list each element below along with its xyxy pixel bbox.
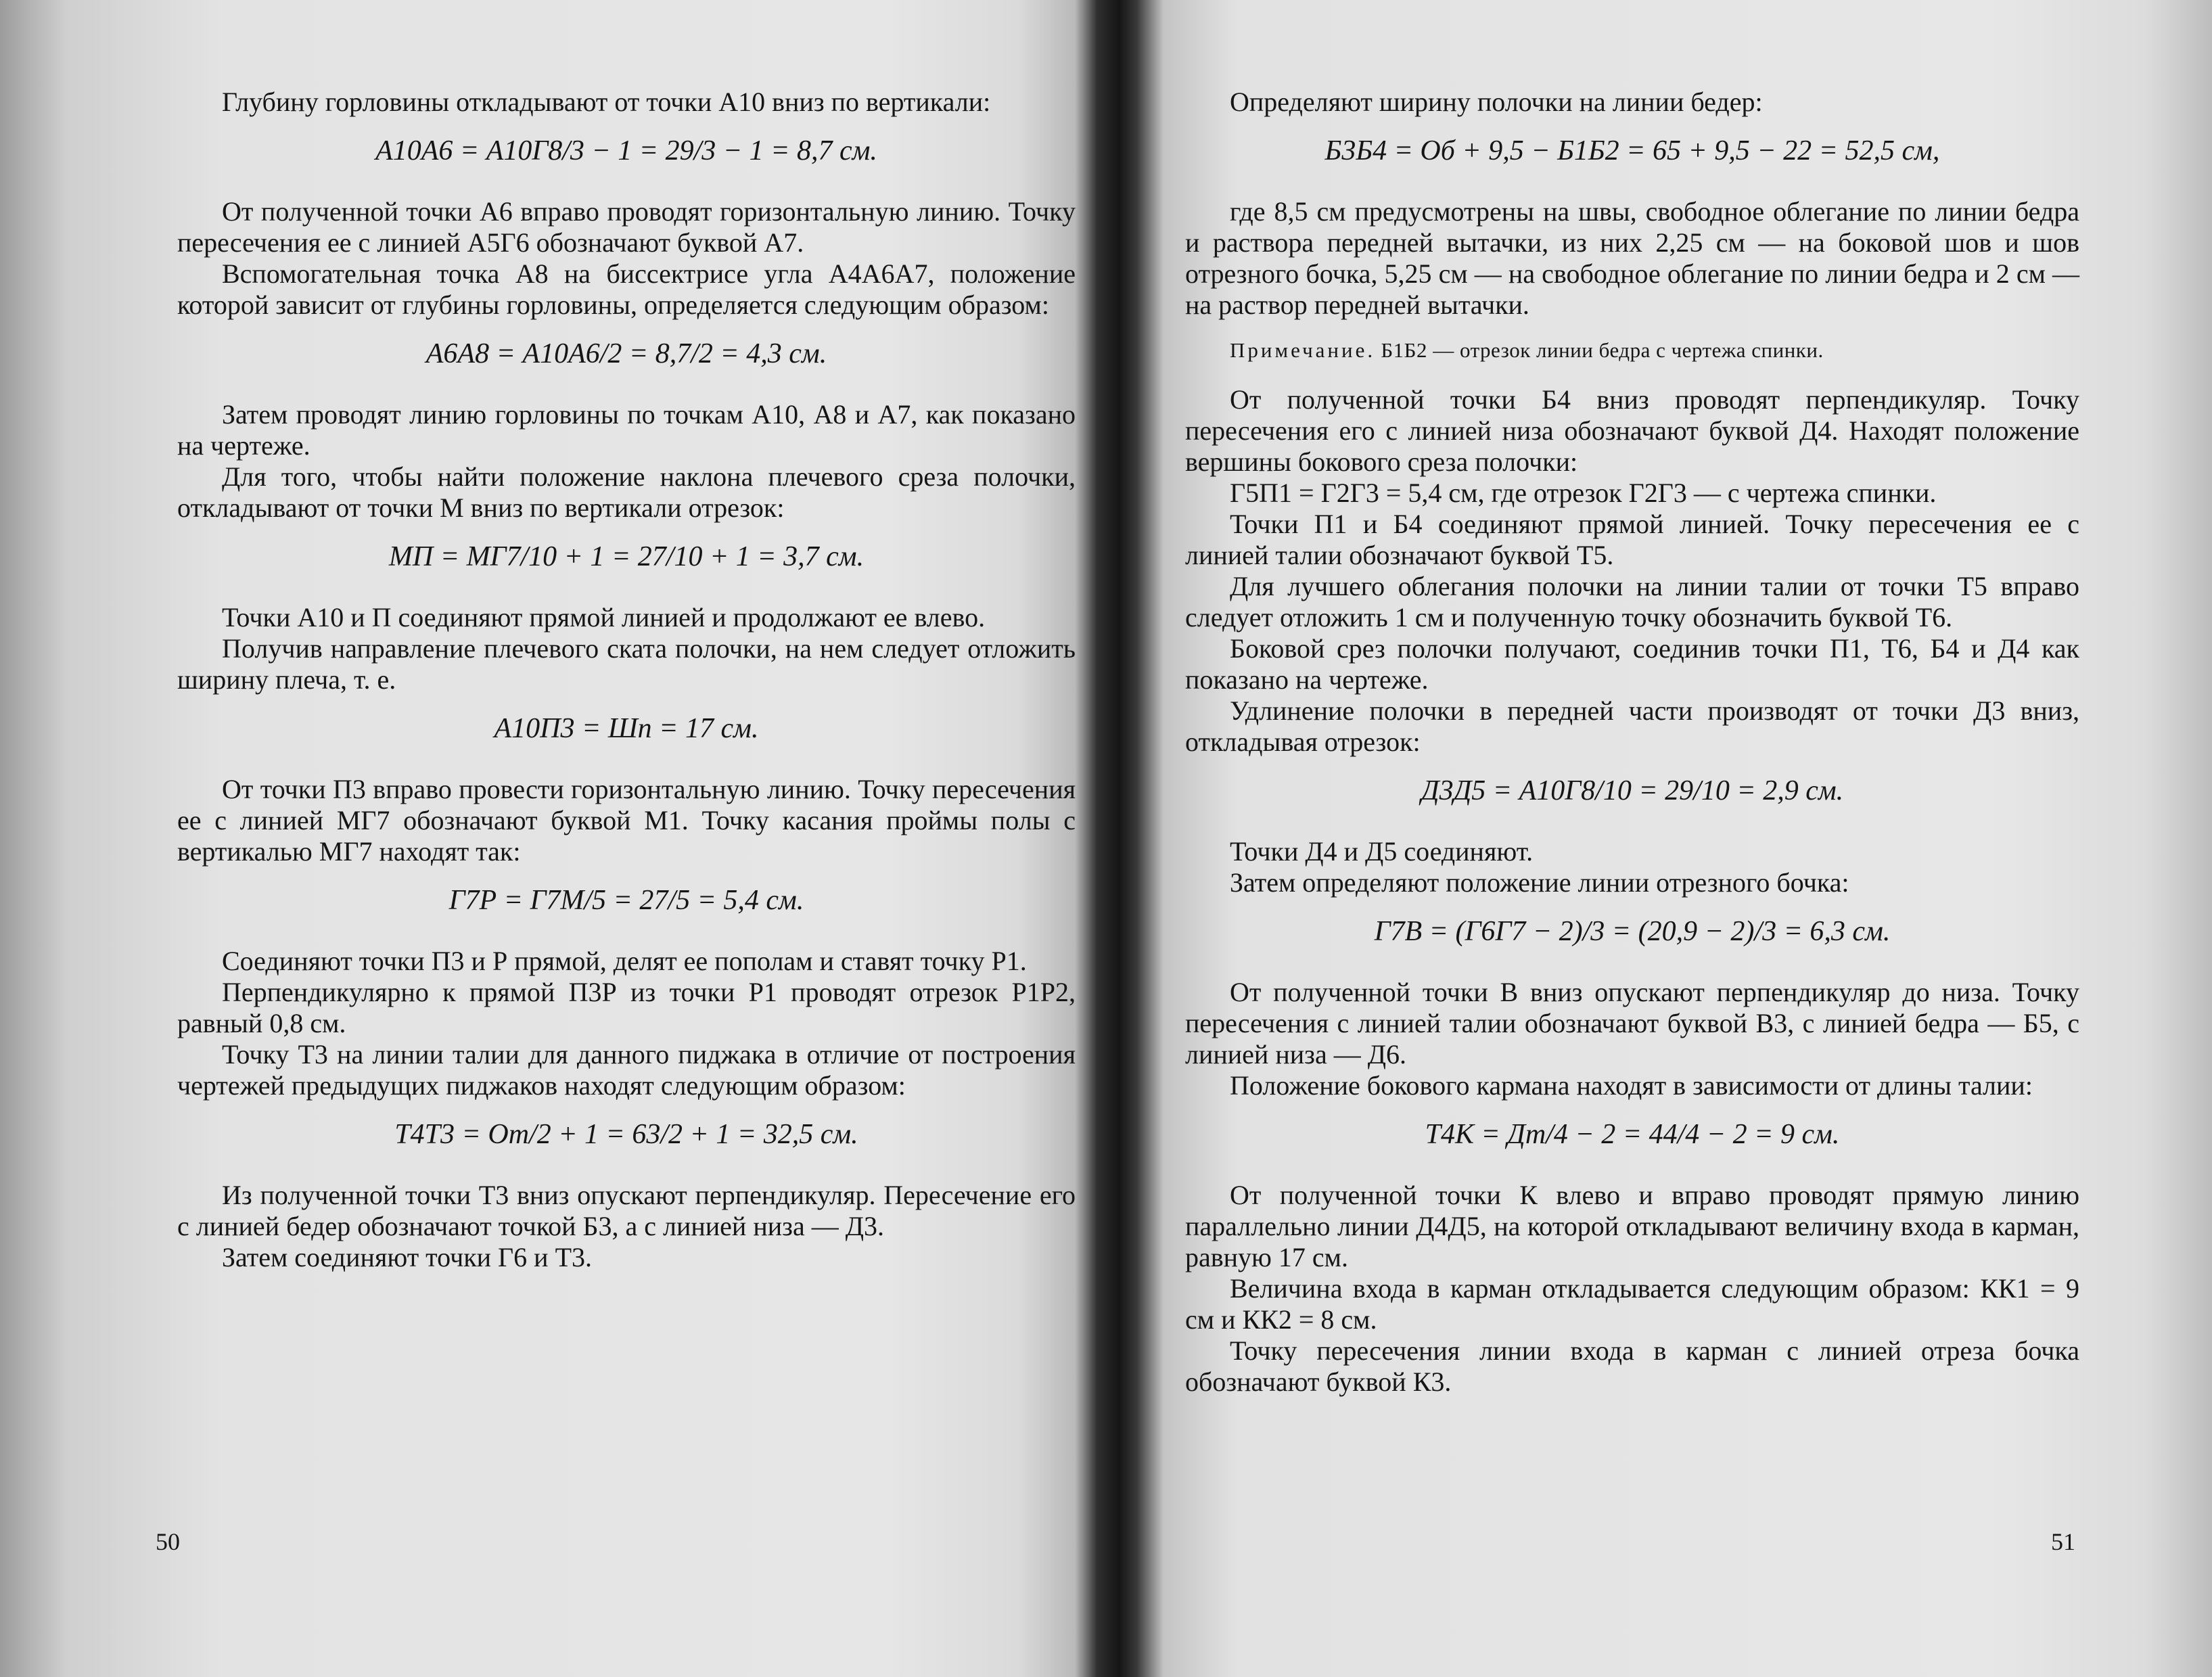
paragraph: Величина входа в карман откладывается следующим образом: КК1 = 9 см и КК2 = 8 см. — [1185, 1273, 2079, 1335]
paragraph: Точки А10 и П соединяют прямой линией и продолжают ее влево. — [222, 602, 986, 633]
paragraph: Боковой срез полочки получают, соединив точки П1, Т6, Б4 и Д4 как показано на чертеже. — [1185, 633, 2079, 695]
formula: Т4К = Дт/4 − 2 = 44/4 − 2 = 9 см. — [1425, 1119, 1840, 1150]
right-page — [1185, 87, 2079, 1398]
formula: Г7Р = Г7М/5 = 27/5 = 5,4 см. — [448, 885, 804, 916]
paragraph: От полученной точки К влево и вправо проводят прямую линию параллельно линии Д4Д5, на которой откладывают величину входа в карман, равную 17 см. — [1185, 1180, 2079, 1272]
formula: А10П3 = Шп = 17 см. — [494, 713, 759, 744]
paragraph: Точки Д4 и Д5 соединяют. — [1230, 836, 1534, 867]
paragraph: Определяют ширину полочки на линии бедер: — [1230, 87, 1763, 117]
paragraph: Получив направление плечевого ската полочки, на нем следует отложить ширину плеча, т. е. — [177, 633, 1076, 695]
paragraph: Г5П1 = Г2Г3 = 5,4 см, где отрезок Г2Г3 — с чертежа спинки. — [1230, 478, 1937, 508]
paragraph: Для того, чтобы найти положение наклона плечевого среза полочки, откладывают от точки М вниз по вертикали отрезок: — [177, 461, 1076, 523]
note — [1185, 337, 2079, 364]
paragraph: Точки П1 и Б4 соединяют прямой линией. Точку пересечения ее с линией талии обозначают буквой Т5. — [1185, 509, 2079, 570]
paragraph: Глубину горловины откладывают от точки А10 вниз по вертикали: — [222, 87, 991, 117]
paragraph: Затем определяют положение линии отрезного бочка: — [1230, 867, 1849, 898]
formula: МП = МГ7/10 + 1 = 27/10 + 1 = 3,7 см. — [388, 541, 865, 572]
formula: Г7В = (Г6Г7 − 2)/3 = (20,9 − 2)/3 = 6,3 см. — [1374, 916, 1891, 947]
paragraph: Точку Т3 на линии талии для данного пиджака в отличие от построения чертежей предыдущих пиджаков находят следующим образом: — [177, 1039, 1076, 1101]
page-number: 50 — [156, 1528, 180, 1555]
paragraph: От полученной точки Б4 вниз проводят перпендикуляр. Точку пересечения его с линией низа обозначают буквой Д4. Находят положение вершины бокового среза полочки: — [1185, 384, 2079, 477]
paragraph: Перпендикулярно к прямой П3Р из точки Р1 проводят отрезок Р1Р2, равный 0,8 см. — [177, 977, 1076, 1038]
paragraph: От полученной точки В вниз опускают перпендикуляр до низа. Точку пересечения с линией талии обозначают буквой В3, с линией бедра — Б5, с линией низа — Д6. — [1185, 977, 2079, 1070]
paragraph: От точки П3 вправо провести горизонтальную линию. Точку пересечения ее с линией МГ7 обозначают буквой М1. Точку касания проймы полы с вертикалью МГ7 находят так: — [177, 774, 1076, 867]
page-number: 51 — [2051, 1528, 2075, 1555]
note-text: Б1Б2 — отрезок линии бедра с чертежа спинки. — [1381, 338, 1824, 362]
formula: А6А8 = А10А6/2 = 8,7/2 = 4,3 см. — [425, 338, 827, 369]
paragraph: Положение бокового кармана находят в зависимости от длины талии: — [1230, 1070, 2033, 1101]
formula: Д3Д5 = А10Г8/10 = 29/10 = 2,9 см. — [1421, 775, 1844, 806]
formula: Б3Б4 = Об + 9,5 − Б1Б2 = 65 + 9,5 − 22 = 52,5 см, — [1324, 135, 1940, 166]
note-label: Примечание. — [1230, 338, 1376, 362]
paragraph: Затем соединяют точки Г6 и Т3. — [222, 1242, 593, 1272]
paragraph: Для лучшего облегания полочки на линии талии от точки Т5 вправо следует отложить 1 см и полученную точку обозначить буквой Т6. — [1185, 571, 2079, 633]
formula: Т4Т3 = От/2 + 1 = 63/2 + 1 = 32,5 см. — [394, 1119, 858, 1150]
paragraph: Соединяют точки П3 и Р прямой, делят ее пополам и ставят точку Р1. — [222, 946, 1027, 976]
left-page — [177, 87, 1076, 1273]
formula: А10А6 = А10Г8/3 − 1 = 29/3 − 1 = 8,7 см. — [375, 135, 877, 166]
paragraph: где 8,5 см предусмотрены на швы, свободное облегание по линии бедра и раствора передней вытачки, из них 2,25 см — на боковой шов и шов отрезного бочка, 5,25 см — на свободное облегание по линии бедра и 2 см — на раствор передней вытачки. — [1185, 196, 2079, 320]
paragraph: От полученной точки А6 вправо проводят горизонтальную линию. Точку пересечения ее с линией А5Г6 обозначают буквой А7. — [177, 196, 1076, 258]
paragraph: Вспомогательная точка А8 на биссектрисе угла А4А6А7, положение которой зависит от глубины горловины, определяется следующим образом: — [177, 258, 1076, 320]
paragraph: Удлинение полочки в передней части производят от точки Д3 вниз, откладывая отрезок: — [1185, 695, 2079, 757]
paragraph: Из полученной точки Т3 вниз опускают перпендикуляр. Пересечение его с линией бедер обозначают точкой Б3, а с линией низа — Д3. — [177, 1180, 1076, 1241]
paragraph: Затем проводят линию горловины по точкам А10, А8 и А7, как показано на чертеже. — [177, 399, 1076, 461]
paragraph: Точку пересечения линии входа в карман с линией отреза бочка обозначают буквой К3. — [1185, 1335, 2079, 1397]
